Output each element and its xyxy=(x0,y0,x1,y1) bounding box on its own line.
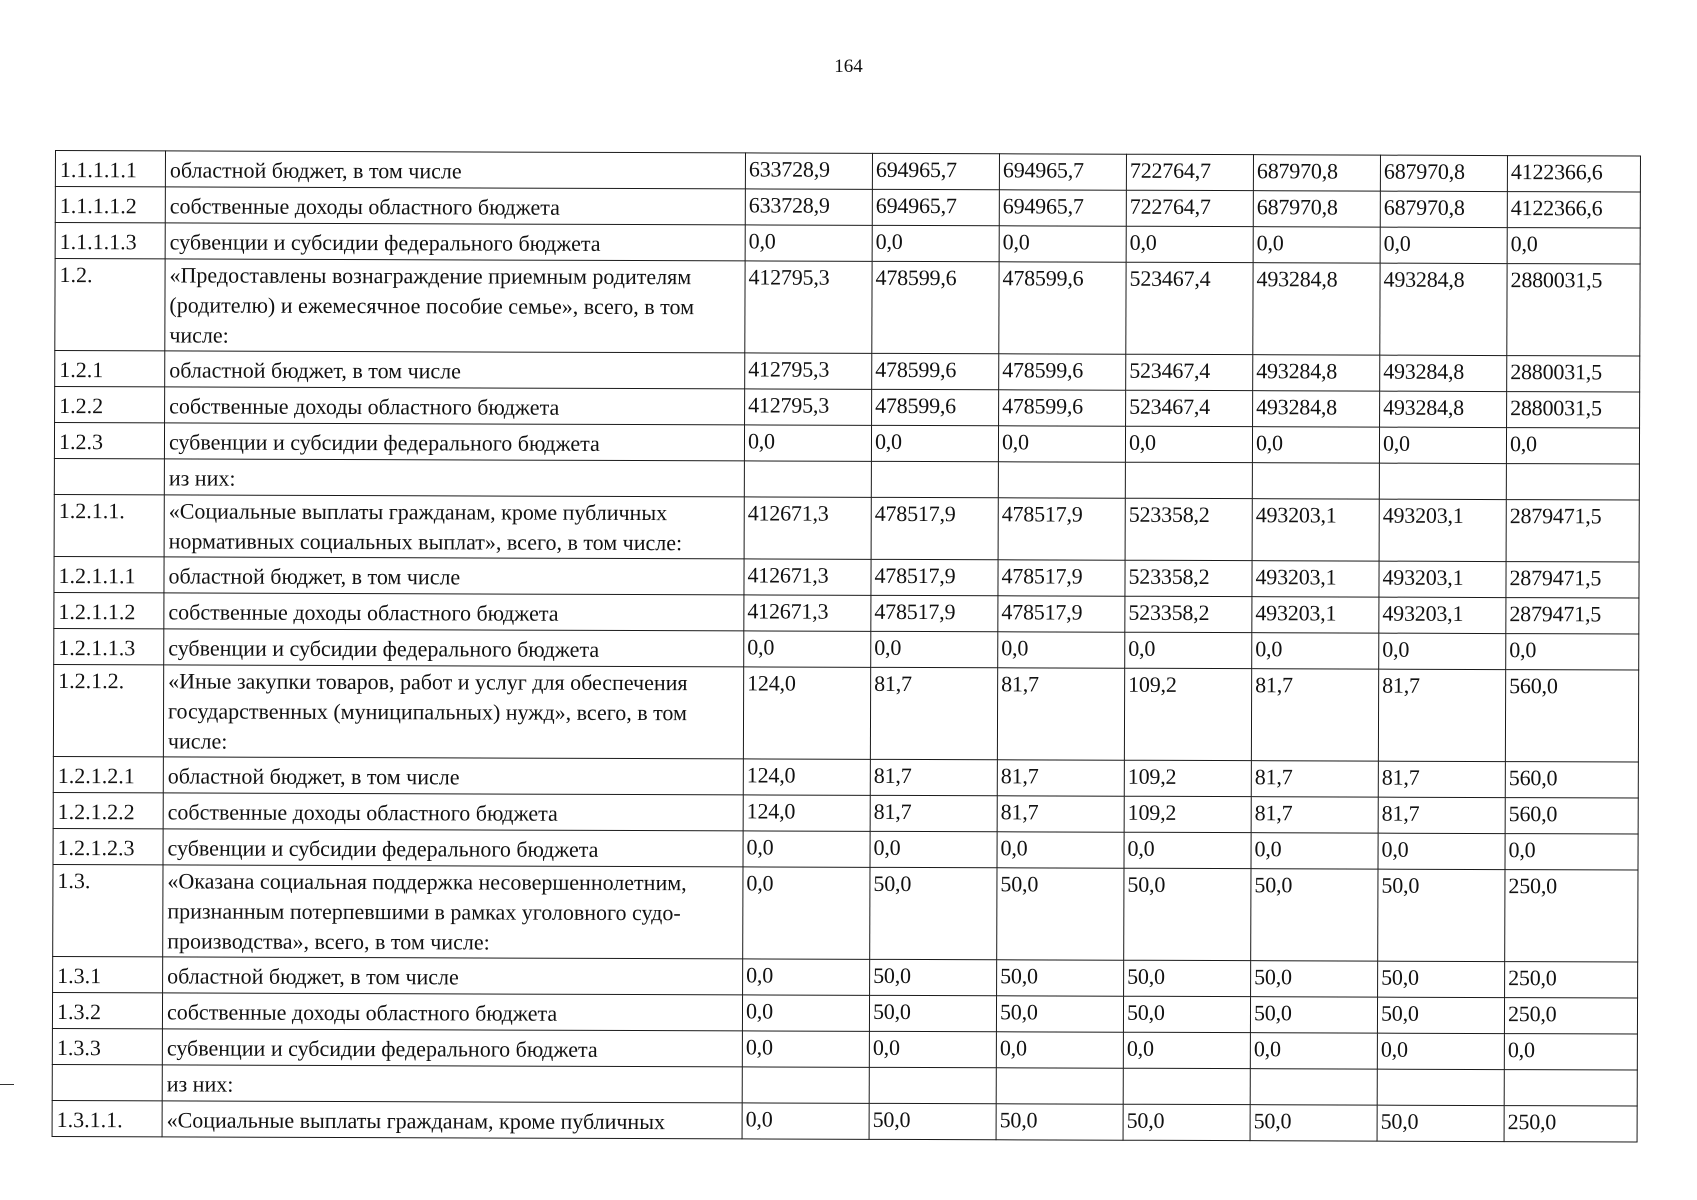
row-code: 1.2. xyxy=(55,259,165,351)
row-value: 0,0 xyxy=(997,832,1124,868)
row-value: 81,7 xyxy=(1251,797,1378,833)
row-name: собственные доходы областного бюджета xyxy=(162,993,742,1031)
row-value: 0,0 xyxy=(1253,227,1380,263)
row-value: 478599,6 xyxy=(872,261,999,353)
row-value: 523358,2 xyxy=(1125,596,1252,632)
row-value: 478517,9 xyxy=(871,559,998,595)
row-value: 250,0 xyxy=(1504,998,1637,1034)
row-value: 0,0 xyxy=(743,867,870,959)
row-value: 493284,8 xyxy=(1253,391,1380,427)
row-value xyxy=(1506,464,1639,500)
row-value: 250,0 xyxy=(1504,1106,1637,1142)
row-value: 523358,2 xyxy=(1125,560,1252,596)
row-value: 50,0 xyxy=(1123,996,1250,1032)
row-value: 0,0 xyxy=(743,831,870,867)
row-value: 4122366,6 xyxy=(1507,156,1640,192)
row-value: 81,7 xyxy=(1251,669,1378,761)
row-value: 50,0 xyxy=(1124,960,1251,996)
row-value: 50,0 xyxy=(1378,961,1505,997)
row-value: 523358,2 xyxy=(1125,498,1252,560)
row-value: 50,0 xyxy=(1124,868,1251,960)
row-value xyxy=(742,1067,869,1103)
row-code: 1.2.1.2.1 xyxy=(53,756,163,792)
row-value: 478517,9 xyxy=(998,498,1125,560)
row-value: 0,0 xyxy=(1506,634,1639,670)
row-value: 523467,4 xyxy=(1126,354,1253,390)
table-row xyxy=(55,351,1640,393)
row-value: 50,0 xyxy=(1378,869,1505,961)
row-value xyxy=(869,1067,996,1103)
row-value: 493284,8 xyxy=(1253,263,1380,355)
table-row xyxy=(53,828,1638,870)
row-value: 50,0 xyxy=(869,1103,996,1139)
row-value: 0,0 xyxy=(1504,1034,1637,1070)
row-value: 478599,6 xyxy=(999,262,1126,354)
row-value: 493203,1 xyxy=(1252,561,1379,597)
row-name: субвенции и субсидии федерального бюджета xyxy=(165,223,745,261)
table-row xyxy=(53,956,1638,998)
row-value: 523467,4 xyxy=(1126,262,1253,354)
row-value: 50,0 xyxy=(996,1104,1123,1140)
table-row xyxy=(53,864,1638,962)
row-name: субвенции и субсидии федерального бюджета xyxy=(164,629,744,667)
row-value xyxy=(1123,1068,1250,1104)
row-value: 722764,7 xyxy=(1126,154,1253,190)
row-value: 0,0 xyxy=(1125,632,1252,668)
table-row xyxy=(55,223,1640,265)
table-row xyxy=(54,494,1639,562)
row-value: 493203,1 xyxy=(1252,597,1379,633)
row-code xyxy=(54,458,164,494)
row-value: 81,7 xyxy=(997,668,1124,760)
row-value: 493203,1 xyxy=(1379,561,1506,597)
row-value: 687970,8 xyxy=(1253,191,1380,227)
row-value: 81,7 xyxy=(1251,761,1378,797)
row-value: 0,0 xyxy=(1126,226,1253,262)
row-value: 50,0 xyxy=(997,868,1124,960)
row-value: 694965,7 xyxy=(999,154,1126,190)
row-value: 0,0 xyxy=(745,225,872,261)
table-body xyxy=(52,151,1640,1143)
row-name: из них: xyxy=(164,459,744,497)
row-value: 0,0 xyxy=(1123,1032,1250,1068)
row-value xyxy=(1377,1069,1504,1105)
table-row xyxy=(52,1100,1637,1142)
row-name: собственные доходы областного бюджета xyxy=(164,593,744,631)
row-value: 633728,9 xyxy=(745,153,872,189)
row-value: 0,0 xyxy=(996,1032,1123,1068)
row-value: 4122366,6 xyxy=(1507,192,1640,228)
row-value: 560,0 xyxy=(1505,670,1638,762)
row-value: 0,0 xyxy=(1252,427,1379,463)
budget-table xyxy=(52,150,1641,1143)
table-row xyxy=(52,1064,1637,1106)
row-name: собственные доходы областного бюджета xyxy=(165,387,745,425)
row-name: из них: xyxy=(162,1065,742,1103)
row-code: 1.1.1.1.2 xyxy=(55,187,165,223)
row-value: 0,0 xyxy=(742,1031,869,1067)
row-name: областной бюджет, в том числе xyxy=(163,957,743,995)
row-value: 50,0 xyxy=(869,995,996,1031)
row-value: 478517,9 xyxy=(871,497,998,559)
row-code: 1.2.1.1.1 xyxy=(54,556,164,592)
row-name: областной бюджет, в том числе xyxy=(165,151,745,189)
row-name: собственные доходы областного бюджета xyxy=(163,793,743,831)
row-value: 0,0 xyxy=(1380,227,1507,263)
row-code: 1.2.1.1.2 xyxy=(54,592,164,628)
row-value xyxy=(1125,462,1252,498)
row-value: 0,0 xyxy=(743,959,870,995)
row-value: 0,0 xyxy=(998,426,1125,462)
row-value: 0,0 xyxy=(742,995,869,1031)
row-code: 1.2.1 xyxy=(55,351,165,387)
table-row xyxy=(54,423,1639,465)
row-value: 478599,6 xyxy=(872,389,999,425)
row-value: 2879471,5 xyxy=(1506,562,1639,598)
row-value: 124,0 xyxy=(743,759,870,795)
row-value: 687970,8 xyxy=(1380,155,1507,191)
table-row xyxy=(53,756,1638,798)
row-value xyxy=(1504,1070,1637,1106)
row-value: 2880031,5 xyxy=(1507,392,1640,428)
table-row xyxy=(54,556,1639,598)
table-row xyxy=(55,259,1640,357)
row-value: 0,0 xyxy=(871,425,998,461)
row-code: 1.2.1.1.3 xyxy=(54,628,164,664)
row-value: 124,0 xyxy=(743,667,870,759)
row-value: 478517,9 xyxy=(998,560,1125,596)
table-row xyxy=(53,664,1638,762)
table-row xyxy=(53,792,1638,834)
row-value: 694965,7 xyxy=(872,153,999,189)
row-value: 81,7 xyxy=(870,667,997,759)
row-value: 694965,7 xyxy=(872,189,999,225)
row-value: 478517,9 xyxy=(871,595,998,631)
row-value: 2880031,5 xyxy=(1507,264,1640,356)
table-row xyxy=(54,628,1639,670)
table-row xyxy=(54,592,1639,634)
row-value xyxy=(1379,463,1506,499)
row-name: областной бюджет, в том числе xyxy=(163,757,743,795)
margin-mark xyxy=(0,1084,14,1085)
row-value: 687970,8 xyxy=(1380,191,1507,227)
row-value: 50,0 xyxy=(1377,997,1504,1033)
row-name: «Иные закупки товаров, работ и услуг для обеспечения государственных (муниципальных) нужд», всего, в том числе: xyxy=(163,665,743,759)
row-value: 2879471,5 xyxy=(1506,500,1639,562)
row-value: 493203,1 xyxy=(1252,499,1379,561)
row-value: 412795,3 xyxy=(745,389,872,425)
row-value: 0,0 xyxy=(871,631,998,667)
row-value: 493284,8 xyxy=(1380,355,1507,391)
row-name: «Социальные выплаты гражданам, кроме публичных xyxy=(162,1101,742,1139)
row-value: 722764,7 xyxy=(1126,190,1253,226)
row-value: 560,0 xyxy=(1505,798,1638,834)
row-value: 81,7 xyxy=(1378,761,1505,797)
row-name: областной бюджет, в том числе xyxy=(164,557,744,595)
row-value: 0,0 xyxy=(998,632,1125,668)
row-value: 412671,3 xyxy=(744,559,871,595)
row-code: 1.2.1.2. xyxy=(53,664,163,756)
row-name: субвенции и субсидии федерального бюджета xyxy=(162,1029,742,1067)
budget-table-container xyxy=(52,150,1640,1143)
table-row xyxy=(52,1028,1637,1070)
row-value: 478599,6 xyxy=(999,354,1126,390)
row-value: 0,0 xyxy=(1250,1033,1377,1069)
row-value: 0,0 xyxy=(1505,834,1638,870)
row-code: 1.2.1.2.2 xyxy=(53,792,163,828)
row-value: 124,0 xyxy=(743,795,870,831)
row-code: 1.2.1.1. xyxy=(54,494,164,556)
row-value: 412795,3 xyxy=(745,261,872,353)
row-code: 1.2.1.2.3 xyxy=(53,828,163,864)
row-value: 0,0 xyxy=(1378,833,1505,869)
row-value xyxy=(744,461,871,497)
row-name: «Оказана социальная поддержка несовершеннолетним, признанным потерпевшими в рамках уголовного судо-производства», всего, в том числе: xyxy=(163,865,743,959)
row-value xyxy=(871,461,998,497)
row-value: 523467,4 xyxy=(1126,390,1253,426)
row-value: 0,0 xyxy=(1379,633,1506,669)
row-value: 0,0 xyxy=(1507,228,1640,264)
row-value: 0,0 xyxy=(744,631,871,667)
row-value: 50,0 xyxy=(1251,961,1378,997)
row-value: 50,0 xyxy=(1123,1104,1250,1140)
row-code: 1.3.1.1. xyxy=(52,1100,162,1136)
row-name: собственные доходы областного бюджета xyxy=(165,187,745,225)
row-value: 478599,6 xyxy=(999,390,1126,426)
row-value: 493203,1 xyxy=(1379,499,1506,561)
row-value: 0,0 xyxy=(870,831,997,867)
row-value xyxy=(996,1068,1123,1104)
row-value: 0,0 xyxy=(1124,832,1251,868)
row-value: 81,7 xyxy=(997,760,1124,796)
table-row xyxy=(52,992,1637,1034)
row-name: субвенции и субсидии федерального бюджета xyxy=(163,829,743,867)
row-value: 81,7 xyxy=(1378,669,1505,761)
row-value xyxy=(1252,463,1379,499)
row-value: 0,0 xyxy=(1125,426,1252,462)
table-row xyxy=(54,458,1639,500)
row-value: 50,0 xyxy=(870,867,997,959)
row-code: 1.2.2 xyxy=(55,387,165,423)
row-value: 0,0 xyxy=(744,425,871,461)
row-value: 687970,8 xyxy=(1253,155,1380,191)
row-code xyxy=(52,1064,162,1100)
table-row xyxy=(55,187,1640,229)
row-value: 81,7 xyxy=(1378,797,1505,833)
row-value: 50,0 xyxy=(1250,1105,1377,1141)
row-value: 50,0 xyxy=(1250,997,1377,1033)
row-value: 109,2 xyxy=(1124,760,1251,796)
row-value: 81,7 xyxy=(997,796,1124,832)
row-value: 0,0 xyxy=(1379,427,1506,463)
row-value: 81,7 xyxy=(870,795,997,831)
row-value: 478517,9 xyxy=(998,596,1125,632)
row-value: 0,0 xyxy=(999,226,1126,262)
row-value: 493284,8 xyxy=(1253,355,1380,391)
row-value: 109,2 xyxy=(1124,668,1251,760)
row-value: 50,0 xyxy=(997,960,1124,996)
row-value: 560,0 xyxy=(1505,762,1638,798)
row-value xyxy=(1250,1069,1377,1105)
row-code: 1.1.1.1.1 xyxy=(55,151,165,187)
row-value: 412671,3 xyxy=(744,595,871,631)
row-value: 0,0 xyxy=(872,225,999,261)
row-code: 1.3. xyxy=(53,864,163,956)
page-number: 164 xyxy=(834,56,863,77)
row-value: 0,0 xyxy=(1377,1033,1504,1069)
row-value: 478599,6 xyxy=(872,353,999,389)
row-value: 493284,8 xyxy=(1380,391,1507,427)
row-value: 250,0 xyxy=(1505,962,1638,998)
row-code: 1.2.3 xyxy=(54,423,164,459)
row-code: 1.3.2 xyxy=(52,992,162,1028)
row-value: 412795,3 xyxy=(745,353,872,389)
row-value: 493284,8 xyxy=(1380,263,1507,355)
row-name: «Социальные выплаты гражданам, кроме публичных нормативных социальных выплат», всего, в том числе: xyxy=(164,495,744,559)
row-value: 694965,7 xyxy=(999,190,1126,226)
row-value: 633728,9 xyxy=(745,189,872,225)
row-value: 50,0 xyxy=(996,996,1123,1032)
row-value: 0,0 xyxy=(1506,428,1639,464)
table-row xyxy=(55,387,1640,429)
row-name: субвенции и субсидии федерального бюджета xyxy=(164,423,744,461)
row-name: «Предоставлены вознаграждение приемным родителям (родителю) и ежемесячное пособие семье», всего, в том числе: xyxy=(165,259,745,353)
row-value: 2880031,5 xyxy=(1507,356,1640,392)
row-value: 50,0 xyxy=(1377,1105,1504,1141)
row-code: 1.3.3 xyxy=(52,1028,162,1064)
row-value: 50,0 xyxy=(870,959,997,995)
row-value: 109,2 xyxy=(1124,796,1251,832)
row-value: 412671,3 xyxy=(744,497,871,559)
row-value: 0,0 xyxy=(1251,833,1378,869)
table-row xyxy=(55,151,1640,193)
row-value: 250,0 xyxy=(1505,870,1638,962)
row-value: 2879471,5 xyxy=(1506,598,1639,634)
row-code: 1.1.1.1.3 xyxy=(55,223,165,259)
row-code: 1.3.1 xyxy=(53,956,163,992)
row-value: 0,0 xyxy=(742,1103,869,1139)
row-value: 50,0 xyxy=(1251,869,1378,961)
row-value: 81,7 xyxy=(870,759,997,795)
row-name: областной бюджет, в том числе xyxy=(165,351,745,389)
row-value: 493203,1 xyxy=(1379,597,1506,633)
row-value: 0,0 xyxy=(1252,633,1379,669)
row-value: 0,0 xyxy=(869,1031,996,1067)
row-value xyxy=(998,462,1125,498)
